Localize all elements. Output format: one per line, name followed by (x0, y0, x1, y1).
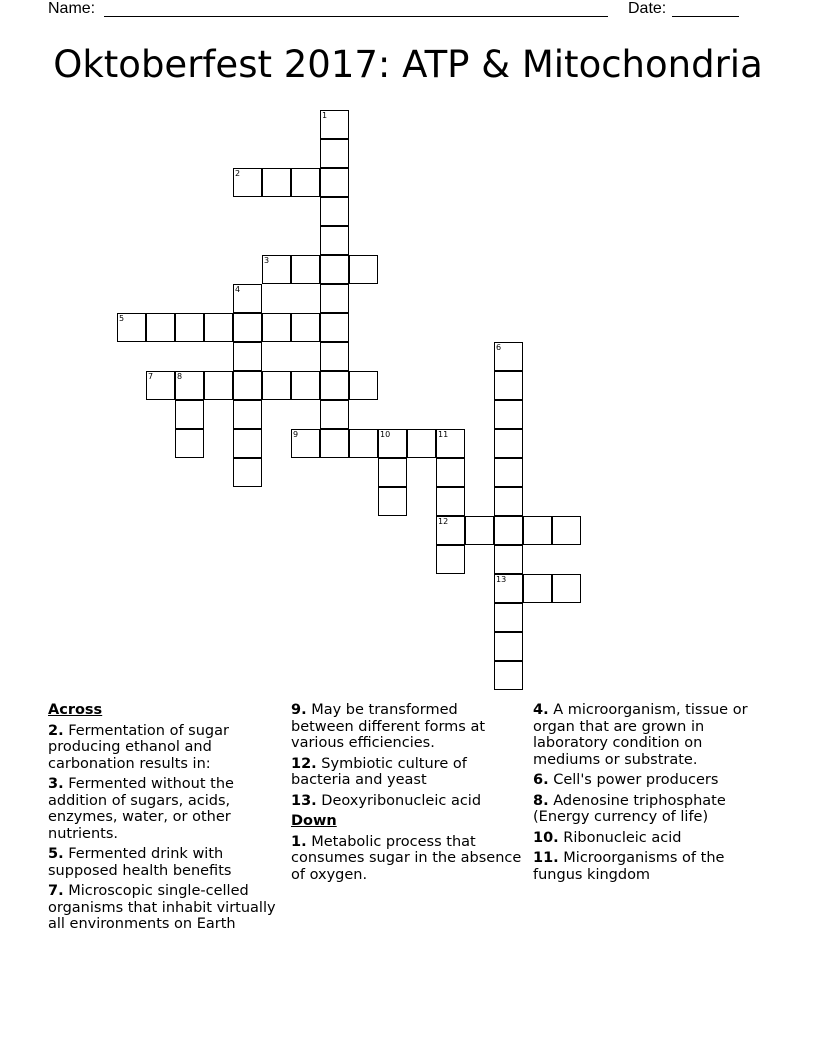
grid-cell[interactable] (320, 139, 349, 168)
grid-cell[interactable] (233, 313, 262, 342)
grid-cell[interactable] (552, 574, 581, 603)
clue-across-2: 2. Fermentation of sugar producing ethanol and carbonation results in: (48, 722, 229, 772)
grid-cell[interactable] (494, 487, 523, 516)
grid-cell[interactable] (233, 400, 262, 429)
clue-down-8: 8. Adenosine triphosphate (Energy currency of life) (533, 792, 726, 825)
across-heading: Across (48, 702, 103, 718)
clue-number-label: 7 (148, 372, 154, 381)
grid-cell[interactable] (465, 516, 494, 545)
grid-cell[interactable] (262, 371, 291, 400)
grid-cell[interactable] (233, 342, 262, 371)
grid-cell[interactable] (349, 255, 378, 284)
grid-cell[interactable] (378, 458, 407, 487)
clue-across-12: 12. Symbiotic culture of bacteria and yeast (291, 755, 467, 788)
clue-number-label: 11 (438, 430, 449, 439)
clue-across-5: 5. Fermented drink with supposed health benefits (48, 846, 232, 879)
grid-cell[interactable] (320, 255, 349, 284)
grid-cell[interactable] (175, 429, 204, 458)
clue-across-7: 7. Microscopic single-celled organisms that inhabit virtually all environments on Earth (48, 883, 276, 932)
grid-cell[interactable] (233, 458, 262, 487)
clue-number-label: 12 (438, 517, 449, 526)
date-label: Date: (628, 0, 667, 17)
grid-cell[interactable] (204, 371, 233, 400)
page-title: Oktoberfest 2017: ATP & Mitochondria (53, 43, 763, 86)
grid-cell[interactable] (436, 545, 465, 574)
clues-column-2 (291, 702, 523, 887)
clue-number-label: 13 (496, 575, 507, 584)
clue-number-label: 4 (235, 285, 241, 294)
grid-cell[interactable] (494, 429, 523, 458)
clue-across-3: 3. Fermented without the addition of sugars, acids, enzymes, water, or other nutrients. (48, 776, 234, 842)
clue-down-10: 10. Ribonucleic acid (533, 829, 682, 846)
clue-number-label: 9 (293, 430, 299, 439)
clue-number-label: 8 (177, 372, 183, 381)
grid-cell[interactable] (494, 632, 523, 661)
grid-cell[interactable] (523, 516, 552, 545)
grid-cell[interactable] (320, 400, 349, 429)
clue-number-label: 10 (380, 430, 391, 439)
grid-cell[interactable] (262, 168, 291, 197)
grid-cell[interactable] (233, 429, 262, 458)
grid-cell[interactable] (146, 313, 175, 342)
grid-cell[interactable] (320, 168, 349, 197)
grid-cell[interactable] (291, 313, 320, 342)
grid-cell[interactable] (233, 371, 262, 400)
clue-number-label: 2 (235, 169, 241, 178)
clue-down-11: 11. Microorganisms of the fungus kingdom (533, 850, 725, 883)
grid-cell[interactable] (494, 400, 523, 429)
grid-cell[interactable] (349, 371, 378, 400)
grid-cell[interactable] (407, 429, 436, 458)
clue-number-label: 5 (119, 314, 125, 323)
grid-cell[interactable] (320, 284, 349, 313)
clue-across-9: 9. May be transformed between different forms at various efficiencies. (291, 702, 486, 751)
grid-cell[interactable] (494, 516, 523, 545)
grid-cell[interactable] (320, 371, 349, 400)
grid-cell[interactable] (494, 371, 523, 400)
grid-cell[interactable] (523, 574, 552, 603)
clues-column-3 (533, 702, 765, 887)
grid-cell[interactable] (204, 313, 233, 342)
clue-number-label: 1 (322, 111, 328, 120)
grid-cell[interactable] (320, 226, 349, 255)
grid-cell[interactable] (552, 516, 581, 545)
clue-down-1: 1. Metabolic process that consumes sugar in the absence of oxygen. (291, 833, 522, 883)
grid-cell[interactable] (494, 458, 523, 487)
clue-number-label: 3 (264, 256, 270, 265)
grid-cell[interactable] (262, 313, 291, 342)
grid-cell[interactable] (494, 661, 523, 690)
grid-cell[interactable] (320, 429, 349, 458)
clue-down-4: 4. A microorganism, tissue or organ that are grown in laboratory condition on mediums or substrate. (533, 702, 748, 768)
grid-cell[interactable] (349, 429, 378, 458)
clue-number-label: 6 (496, 343, 502, 352)
grid-cell[interactable] (291, 371, 320, 400)
grid-cell[interactable] (291, 168, 320, 197)
grid-cell[interactable] (494, 603, 523, 632)
grid-cell[interactable] (494, 545, 523, 574)
name-label: Name: (48, 0, 96, 17)
grid-cell[interactable] (320, 313, 349, 342)
grid-cell[interactable] (436, 458, 465, 487)
down-heading: Down (291, 813, 337, 829)
grid-cell[interactable] (436, 487, 465, 516)
clue-across-13: 13. Deoxyribonucleic acid (291, 792, 482, 809)
grid-cell[interactable] (320, 197, 349, 226)
grid-cell[interactable] (378, 487, 407, 516)
grid-cell[interactable] (291, 255, 320, 284)
clues-column-1 (48, 702, 280, 937)
grid-cell[interactable] (175, 313, 204, 342)
clue-down-6: 6. Cell's power producers (533, 772, 719, 788)
grid-cell[interactable] (175, 400, 204, 429)
grid-cell[interactable] (320, 342, 349, 371)
